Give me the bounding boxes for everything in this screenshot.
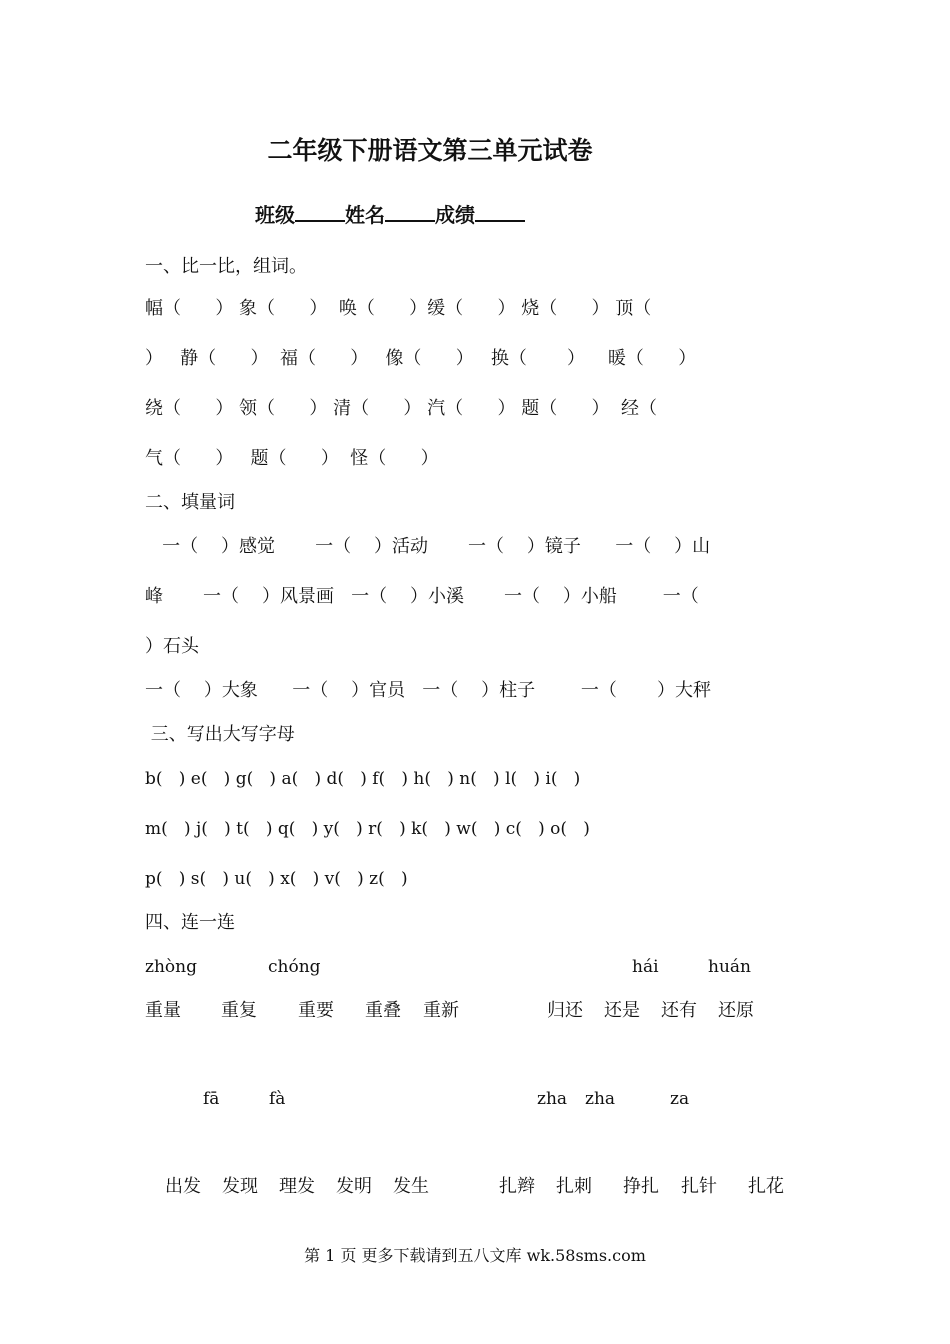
match-word: 扎针 — [681, 1176, 717, 1197]
name-label: 姓名 — [345, 203, 385, 227]
section1-heading: 一、比一比，组词。 — [145, 256, 307, 277]
match-word: 还是 — [604, 1000, 640, 1021]
match-word: 发明 — [336, 1176, 372, 1197]
pinyin-label: za — [670, 1089, 690, 1109]
match-word: 理发 — [279, 1176, 315, 1197]
match-word: 挣扎 — [623, 1176, 659, 1197]
match-word: 发现 — [222, 1176, 258, 1197]
match-word: 扎辫 — [499, 1176, 535, 1197]
match-word: 重复 — [221, 1000, 257, 1021]
pinyin-label: fà — [269, 1089, 286, 1109]
section1-line: ） 静（ ） 福（ ） 像（ ） 换（ ） 暖（ ） — [145, 348, 697, 369]
match-word: 重量 — [145, 1000, 181, 1021]
section3-line: p( ) s( ) u( ) x( ) v( ) z( ) — [145, 869, 408, 889]
page-footer: 第 1 页 更多下载请到五八文库 wk.58sms.com — [304, 1246, 646, 1265]
class-blank — [295, 200, 345, 222]
match-word: 重要 — [298, 1000, 334, 1021]
section1-line: 气（ ） 题（ ） 怪（ ） — [145, 448, 439, 469]
section2-heading: 二、填量词 — [145, 492, 235, 513]
name-blank — [385, 200, 435, 222]
class-label: 班级 — [255, 203, 295, 227]
section1-line: 幅（ ） 象（ ） 唤（ ）缓（ ） 烧（ ） 顶（ — [145, 298, 652, 319]
pinyin-label: fā — [203, 1089, 220, 1109]
score-label: 成绩 — [435, 203, 475, 227]
student-info-line — [255, 200, 525, 229]
pinyin-label: hái — [632, 957, 659, 977]
match-word: 还原 — [718, 1000, 754, 1021]
match-word: 发生 — [393, 1176, 429, 1197]
section3-line: m( ) j( ) t( ) q( ) y( ) r( ) k( ) w( ) c( ) o( ) — [145, 819, 590, 839]
pinyin-label: zha — [537, 1089, 568, 1109]
page-title: 二年级下册语文第三单元试卷 — [267, 136, 593, 165]
match-word: 重叠 — [365, 1000, 401, 1021]
section2-line: ）石头 — [145, 636, 199, 657]
section2-line: 一（ ）感觉 一（ ）活动 一（ ）镜子 一（ ）山 — [145, 536, 711, 557]
score-blank — [475, 200, 525, 222]
section2-line: 一（ ）大象 一（ ）官员 一（ ）柱子 一（ ）大秤 — [145, 680, 711, 701]
match-word: 还有 — [661, 1000, 697, 1021]
pinyin-label: chóng — [268, 957, 321, 977]
match-word: 出发 — [165, 1176, 201, 1197]
section3-heading: 三、写出大写字母 — [145, 724, 295, 745]
match-word: 重新 — [423, 1000, 459, 1021]
section1-line: 绕（ ） 领（ ） 清（ ） 汽（ ） 题（ ） 经（ — [145, 398, 657, 419]
pinyin-label: zhòng — [145, 957, 197, 977]
match-word: 归还 — [547, 1000, 583, 1021]
match-word: 扎花 — [748, 1176, 784, 1197]
section2-line: 峰 一（ ）风景画 一（ ）小溪 一（ ）小船 一（ — [145, 586, 699, 607]
match-word: 扎刺 — [556, 1176, 592, 1197]
pinyin-label: zha — [585, 1089, 616, 1109]
pinyin-label: huán — [708, 957, 751, 977]
section4-heading: 四、连一连 — [145, 912, 235, 933]
section3-line: b( ) e( ) g( ) a( ) d( ) f( ) h( ) n( ) l( ) i( ) — [145, 769, 581, 789]
